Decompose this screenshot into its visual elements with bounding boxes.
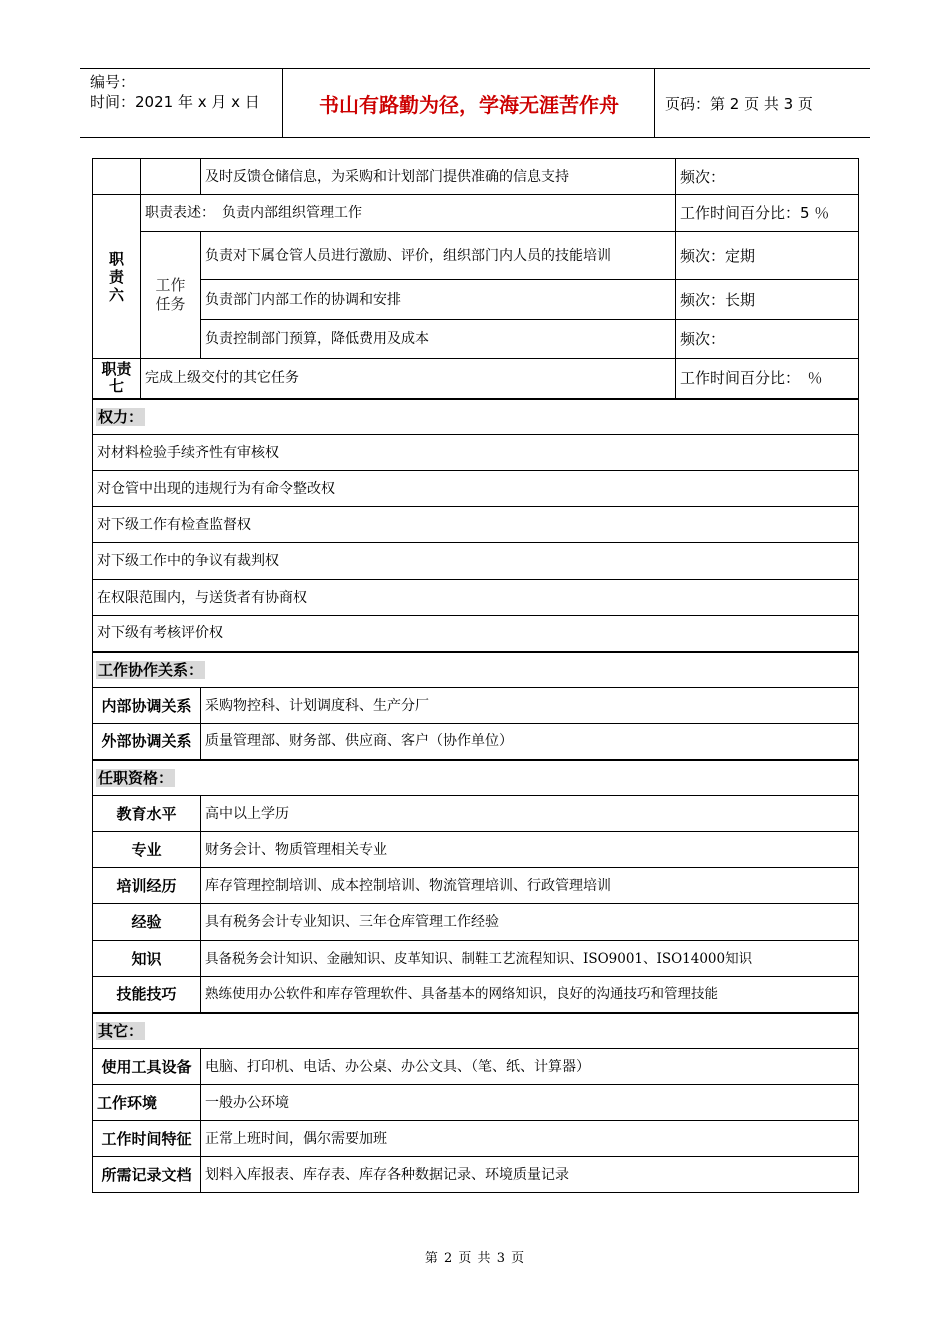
power-row <box>93 507 859 543</box>
qualification-value: 熟练使用办公软件和库存管理软件、具备基本的网络知识，良好的沟通技巧和管理技能 <box>201 977 859 1013</box>
qualification-value: 具备税务会计知识、金融知识、皮革知识、制鞋工艺流程知识、ISO9001、ISO14000知识 <box>201 941 859 977</box>
duty6-label <box>93 195 141 359</box>
relation-label: 外部协调关系 <box>93 724 201 760</box>
duty6-pct: 工作时间百分比：5 ％ <box>676 195 859 232</box>
duty5-label-cell <box>93 159 141 195</box>
power-item: 对下级工作中的争议有裁判权 <box>93 543 859 580</box>
header-page-label: 页码：第 2 页 共 3 页 <box>665 94 813 113</box>
others-title <box>93 1013 859 1049</box>
other-row <box>93 1049 859 1085</box>
duty6-task-row <box>93 320 859 359</box>
qualification-value: 具有税务会计专业知识、三年仓库管理工作经验 <box>201 904 859 941</box>
powers-section-row <box>93 399 859 435</box>
relation-value: 质量管理部、财务部、供应商、客户（协作单位） <box>201 724 859 760</box>
qualifications-title <box>93 760 859 796</box>
other-row <box>93 1121 859 1157</box>
others-section-row <box>93 1013 859 1049</box>
duty6-task-row <box>93 280 859 320</box>
qualification-row <box>93 832 859 868</box>
qualification-row <box>93 941 859 977</box>
power-row <box>93 616 859 652</box>
qualification-row <box>93 904 859 941</box>
duty7-label <box>93 359 141 399</box>
duty5-task-row <box>93 159 859 195</box>
power-row <box>93 543 859 580</box>
date-label: 时间：2021 年 x 月 x 日 <box>90 93 260 111</box>
other-label: 工作环境 <box>93 1085 201 1121</box>
qualification-label: 培训经历 <box>93 868 201 904</box>
duty6-desc-row <box>93 195 859 232</box>
qualification-row <box>93 868 859 904</box>
qualification-value: 高中以上学历 <box>201 796 859 832</box>
duty5-task-text: 及时反馈仓储信息，为采购和计划部门提供准确的信息支持 <box>201 159 676 195</box>
duty6-desc: 职责表述： 负责内部组织管理工作 <box>141 195 676 232</box>
other-label: 工作时间特征 <box>93 1121 201 1157</box>
relations-title <box>93 652 859 688</box>
qualification-label: 知识 <box>93 941 201 977</box>
relation-label: 内部协调关系 <box>93 688 201 724</box>
duty6-label-text: 职责六 <box>108 249 124 304</box>
duty7-desc: 完成上级交付的其它任务 <box>141 359 676 399</box>
powers-title-text: 权力： <box>98 407 144 426</box>
power-row <box>93 471 859 507</box>
relation-value: 采购物控科、计划调度科、生产分厂 <box>201 688 859 724</box>
duty6-task-text: 负责对下属仓管人员进行激励、评价，组织部门内人员的技能培训 <box>201 232 676 280</box>
page-footer: 第 2 页 共 3 页 <box>424 1251 526 1266</box>
duty6-task-freq: 频次：长期 <box>676 280 859 320</box>
duty7-pct: 工作时间百分比： ％ <box>676 359 859 399</box>
other-label: 使用工具设备 <box>93 1049 201 1085</box>
duty7-row <box>93 359 859 399</box>
powers-title <box>93 399 859 435</box>
duty6-task-row <box>93 232 859 280</box>
number-label: 编号： <box>90 73 136 91</box>
duty6-task-label-text: 工作任务 <box>155 276 186 313</box>
job-description-table <box>92 158 859 1193</box>
other-value: 一般办公环境 <box>201 1085 859 1121</box>
other-value: 正常上班时间，偶尔需要加班 <box>201 1121 859 1157</box>
other-value: 划料入库报表、库存表、库存各种数据记录、环境质量记录 <box>201 1157 859 1193</box>
relation-row <box>93 724 859 760</box>
qualifications-section-row <box>93 760 859 796</box>
header-motto: 书山有路勤为径，学海无涯苦作舟 <box>284 69 655 137</box>
power-item: 对下级有考核评价权 <box>93 616 859 652</box>
power-item: 在权限范围内，与送货者有协商权 <box>93 580 859 616</box>
duty6-task-freq: 频次： <box>676 320 859 359</box>
duty5-task-label-cell <box>141 159 201 195</box>
duty7-label-text: 职责七 <box>101 360 132 396</box>
other-label: 所需记录文档 <box>93 1157 201 1193</box>
qualification-label: 技能技巧 <box>93 977 201 1013</box>
qualification-value: 财务会计、物质管理相关专业 <box>201 832 859 868</box>
qualification-label: 专业 <box>93 832 201 868</box>
relations-title-text: 工作协作关系： <box>98 660 204 679</box>
qualification-label: 教育水平 <box>93 796 201 832</box>
qualification-row <box>93 977 859 1013</box>
qualifications-title-text: 任职资格： <box>98 768 174 787</box>
qualification-label: 经验 <box>93 904 201 941</box>
duty6-task-freq: 频次：定期 <box>676 232 859 280</box>
other-row <box>93 1157 859 1193</box>
relation-row <box>93 688 859 724</box>
power-item: 对仓管中出现的违规行为有命令整改权 <box>93 471 859 507</box>
power-item: 对下级工作有检查监督权 <box>93 507 859 543</box>
power-row <box>93 435 859 471</box>
others-title-text: 其它： <box>98 1021 144 1040</box>
other-row <box>93 1085 859 1121</box>
duty6-task-text: 负责控制部门预算，降低费用及成本 <box>201 320 676 359</box>
page-header <box>80 68 870 138</box>
power-row <box>93 580 859 616</box>
duty6-task-text: 负责部门内部工作的协调和安排 <box>201 280 676 320</box>
duty5-task-freq: 频次： <box>676 159 859 195</box>
power-item: 对材料检验手续齐性有审核权 <box>93 435 859 471</box>
other-value: 电脑、打印机、电话、办公桌、办公文具、（笔、纸、计算器） <box>201 1049 859 1085</box>
relations-section-row <box>93 652 859 688</box>
header-meta <box>80 69 283 137</box>
duty6-task-label <box>141 232 201 359</box>
qualification-value: 库存管理控制培训、成本控制培训、物流管理培训、行政管理培训 <box>201 868 859 904</box>
qualification-row <box>93 796 859 832</box>
